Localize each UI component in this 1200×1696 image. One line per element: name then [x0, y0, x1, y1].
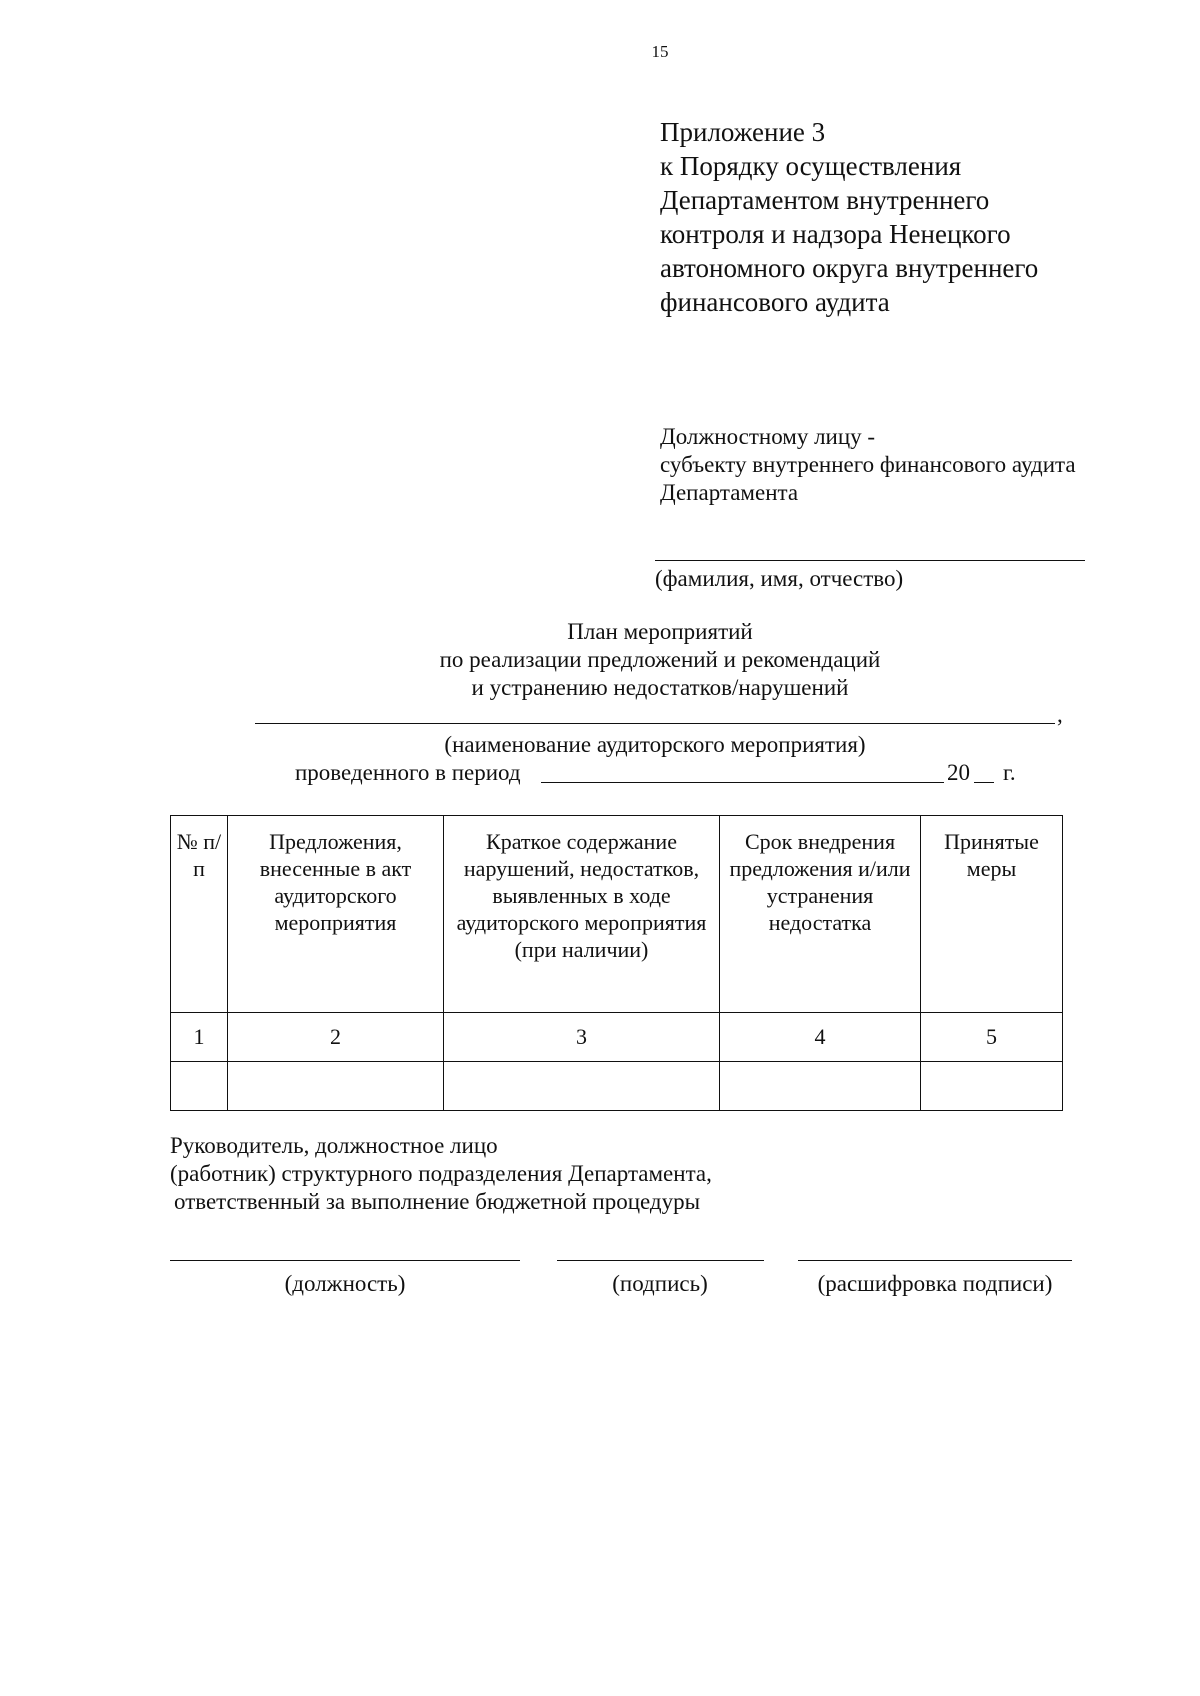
fio-caption: (фамилия, имя, отчество): [655, 566, 904, 591]
table-cell[interactable]: [444, 1062, 720, 1111]
appendix-line: к Порядку осуществления: [660, 151, 962, 181]
event-comma: ,: [1057, 702, 1063, 727]
event-name-blank-line[interactable]: [255, 723, 1055, 724]
column-number: 3: [444, 1013, 720, 1062]
appendix-line: финансового аудита: [660, 287, 890, 317]
column-number: 5: [921, 1013, 1063, 1062]
appendix-line: контроля и надзора Ненецкого: [660, 219, 1011, 249]
appendix-line: Департаментом внутреннего: [660, 185, 990, 215]
position-blank-line[interactable]: [170, 1260, 520, 1261]
period-blank-line[interactable]: [541, 782, 944, 783]
plan-title-line: и устранению недостатков/нарушений: [471, 675, 849, 700]
table-row: [171, 1062, 1063, 1111]
table-number-row: [171, 1013, 1063, 1062]
signature-blank-line[interactable]: [557, 1260, 764, 1261]
year-blank-line[interactable]: [974, 782, 994, 783]
column-number: 4: [720, 1013, 921, 1062]
responsible-line: (работник) структурного подразделения Департамента,: [170, 1161, 712, 1186]
appendix-line: Приложение 3: [660, 117, 826, 147]
decoding-blank-line[interactable]: [798, 1260, 1072, 1261]
addressee-line: Должностному лицу -: [660, 424, 876, 449]
addressee-line: Департамента: [660, 480, 799, 505]
appendix-line: автономного округа внутреннего: [660, 253, 1039, 283]
responsible-person-block: [170, 1132, 712, 1216]
addressee-block: [660, 423, 1076, 507]
fio-blank-line[interactable]: [655, 560, 1085, 561]
table-cell[interactable]: [720, 1062, 921, 1111]
event-name-caption: (наименование аудиторского мероприятия): [444, 732, 866, 757]
responsible-line: Руководитель, должностное лицо: [170, 1133, 498, 1158]
header-cell-measures: Принятые меры: [921, 816, 1063, 1013]
header-cell-proposals: Предложения, внесенные в акт аудиторского мероприятия: [228, 816, 444, 1013]
plan-title-line: План мероприятий: [567, 619, 753, 644]
header-cell-violations: Краткое содержание нарушений, недостатков, выявленных в ходе аудиторского мероприятия (при наличии): [444, 816, 720, 1013]
column-number: 1: [171, 1013, 228, 1062]
plan-title: [320, 618, 1000, 702]
addressee-line: субъекту внутреннего финансового аудита: [660, 452, 1076, 477]
header-cell-number: № п/п: [171, 816, 228, 1013]
table-cell[interactable]: [171, 1062, 228, 1111]
year-prefix: 20: [947, 760, 970, 785]
page-number: 15: [651, 42, 669, 61]
appendix-heading: [660, 115, 1038, 319]
responsible-line: ответственный за выполнение бюджетной процедуры: [174, 1189, 701, 1214]
table-header-row: [171, 816, 1063, 1013]
position-caption: (должность): [284, 1271, 406, 1296]
signature-caption: (подпись): [612, 1271, 708, 1296]
table-cell[interactable]: [228, 1062, 444, 1111]
plan-table: [170, 815, 1063, 1111]
plan-title-line: по реализации предложений и рекомендаций: [439, 647, 881, 672]
decoding-caption: (расшифровка подписи): [817, 1271, 1053, 1296]
year-suffix: г.: [1003, 760, 1016, 785]
column-number: 2: [228, 1013, 444, 1062]
header-cell-deadline: Срок внедрения предложения и/или устранения недостатка: [720, 816, 921, 1013]
period-label: проведенного в период: [295, 760, 521, 785]
table-cell[interactable]: [921, 1062, 1063, 1111]
